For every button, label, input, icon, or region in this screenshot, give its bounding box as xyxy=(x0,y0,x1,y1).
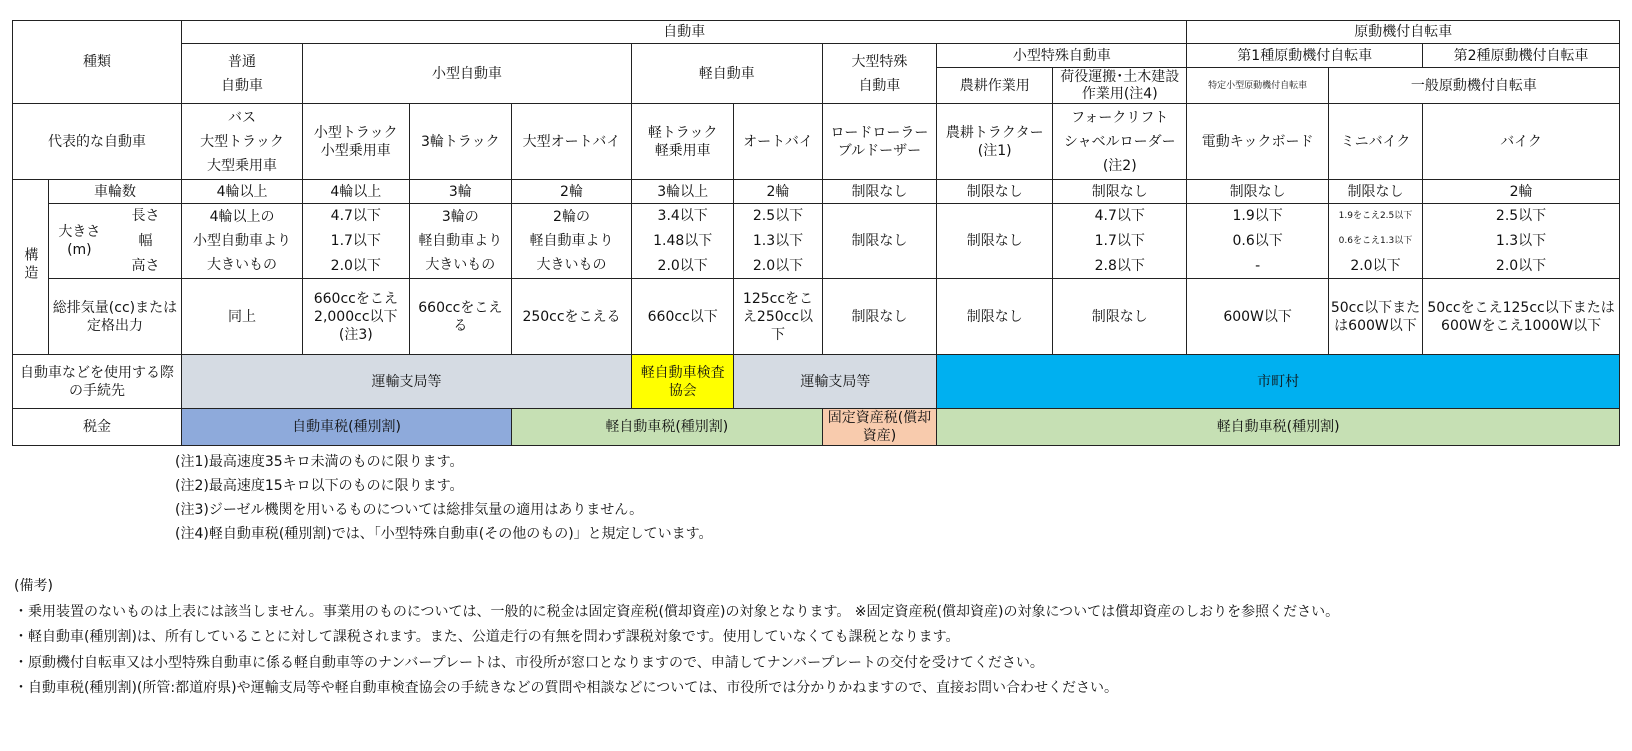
disp-noko: 制限なし xyxy=(937,279,1053,355)
disp-kei: 660cc以下 xyxy=(631,279,733,355)
procedure-shichoson: 市町村 xyxy=(937,355,1620,409)
structure-label: 構造 xyxy=(13,180,49,355)
height-label: 高さ xyxy=(110,254,182,279)
disp-niyaku: 制限なし xyxy=(1053,279,1187,355)
footnotes xyxy=(175,450,713,546)
tokutei-width: 0.6以下 xyxy=(1187,229,1328,254)
disp-kogata: 660ccをこえ2,000cc以下(注3) xyxy=(303,279,410,355)
rep-tokutei: 電動キックボード xyxy=(1187,104,1328,180)
rep-three-wheel: 3輪トラック xyxy=(409,104,511,180)
disp-tokutei: 600W以下 xyxy=(1187,279,1328,355)
width-label: 幅 xyxy=(110,229,182,254)
rep-noko: 農耕トラクター (注1) xyxy=(937,104,1053,180)
kei-height: 2.0以下 xyxy=(631,254,733,279)
tax-keijidoshazei: 軽自動車税(種別割) xyxy=(512,409,823,446)
kogata-header: 小型自動車 xyxy=(303,44,632,104)
jidosha-header: 自動車 xyxy=(182,21,1187,44)
wheels-cell: 4輪以上 xyxy=(303,180,410,204)
gendoki-header: 原動機付自転車 xyxy=(1187,21,1620,44)
rep-mini: ミニバイク xyxy=(1328,104,1422,180)
kogata-tokushu-header: 小型特殊自動車 xyxy=(937,44,1187,68)
disp-keibike: 125ccをこえ250cc以下 xyxy=(734,279,822,355)
wheels-cell: 4輪以上 xyxy=(182,180,303,204)
wheels-cell: 制限なし xyxy=(1187,180,1328,204)
keibike-width: 1.3以下 xyxy=(734,229,822,254)
mini-height: 2.0以下 xyxy=(1328,254,1422,279)
rep-futsu: バス 大型トラック 大型乗用車 xyxy=(182,104,303,180)
disp-ogata: 制限なし xyxy=(822,279,937,355)
footnote: (注4)軽自動車税(種別割)では、「小型特殊自動車(その他のもの)」と規定しています。 xyxy=(175,526,713,542)
footnote: (注2)最高速度15キロ以下のものに限ります。 xyxy=(175,478,464,494)
noko-header: 農耕作業用 xyxy=(937,68,1053,104)
tax-label: 税金 xyxy=(13,409,182,446)
dai1-header: 第1種原動機付自転車 xyxy=(1187,44,1423,68)
remarks xyxy=(14,574,1339,702)
vehicle-classification-table xyxy=(12,20,1620,446)
wheels-cell: 3輪 xyxy=(409,180,511,204)
niyaku-width: 1.7以下 xyxy=(1053,229,1187,254)
remark-item: ・軽自動車(種別割)は、所有していることに対して課税されます。また、公道走行の有無を問わず課税対象です。使用していなくても課税となります。 xyxy=(14,629,960,646)
disp-three: 660ccをこえる xyxy=(409,279,511,355)
kei-length: 3.4以下 xyxy=(631,204,733,229)
wheels-cell: 2輪 xyxy=(734,180,822,204)
procedure-unyu: 運輸支局等 xyxy=(182,355,632,409)
wheels-cell: 制限なし xyxy=(1328,180,1422,204)
tokutei-length: 1.9以下 xyxy=(1187,204,1328,229)
footnote: (注3)ジーゼル機関を用いるものについては総排気量の適用はありません。 xyxy=(175,502,644,518)
niyaku-height: 2.8以下 xyxy=(1053,254,1187,279)
kogata-width: 1.7以下 xyxy=(303,229,410,254)
wheels-cell: 制限なし xyxy=(822,180,937,204)
keibike-height: 2.0以下 xyxy=(734,254,822,279)
mini-width: 0.6をこえ1.3以下 xyxy=(1328,229,1422,254)
niyaku-length: 4.7以下 xyxy=(1053,204,1187,229)
rep-kogata-truck: 小型トラック 小型乗用車 xyxy=(303,104,410,180)
footnote: (注1)最高速度35キロ未満のものに限ります。 xyxy=(175,454,464,470)
procedure-unyu-2: 運輸支局等 xyxy=(734,355,937,409)
remarks-title: (備考) xyxy=(14,578,53,594)
bike-width: 1.3以下 xyxy=(1423,229,1620,254)
rep-ogata: ロードローラー ブルドーザー xyxy=(822,104,937,180)
wheels-cell: 2輪 xyxy=(1423,180,1620,204)
kogata-height: 2.0以下 xyxy=(303,254,410,279)
rep-niyaku: フォークリフト シャベルローダー (注2) xyxy=(1053,104,1187,180)
tokutei-height: - xyxy=(1187,254,1328,279)
remark-item: ・原動機付自転車又は小型特殊自動車に係る軽自動車等のナンバープレートは、市役所が窓口となりますので、申請してナンバープレートの交付を受けてください。 xyxy=(14,654,1044,671)
tokutei-header: 特定小型原動機付自転車 xyxy=(1187,68,1328,104)
procedure-kei-kyokai: 軽自動車検査協会 xyxy=(631,355,733,409)
rep-bike: バイク xyxy=(1423,104,1620,180)
keibike-length: 2.5以下 xyxy=(734,204,822,229)
tax-kotei: 固定資産税(償却資産) xyxy=(822,409,937,446)
disp-two: 250ccをこえる xyxy=(512,279,632,355)
wheels-cell: 制限なし xyxy=(1053,180,1187,204)
disp-mini: 50cc以下または600W以下 xyxy=(1328,279,1422,355)
procedure-label: 自動車などを使用する際の手続先 xyxy=(13,355,182,409)
displacement-label: 総排気量(cc)または定格出力 xyxy=(48,279,181,355)
disp-bike: 50ccをこえ125cc以下または600Wをこえ1000W以下 xyxy=(1423,279,1620,355)
futsu-header: 普通 自動車 xyxy=(182,44,303,104)
disp-futsu: 同上 xyxy=(182,279,303,355)
mini-length: 1.9をこえ2.5以下 xyxy=(1328,204,1422,229)
bike-height: 2.0以下 xyxy=(1423,254,1620,279)
kei-header: 軽自動車 xyxy=(631,44,822,104)
rep-large-bike: 大型オートバイ xyxy=(512,104,632,180)
rep-kei-truck: 軽トラック 軽乗用車 xyxy=(631,104,733,180)
wheels-cell: 制限なし xyxy=(937,180,1053,204)
two-size: 2輪の 軽自動車より 大きいもの xyxy=(512,204,632,279)
futsu-size: 4輪以上の 小型自動車より 大きいもの xyxy=(182,204,303,279)
tax-keijidoshazei-2: 軽自動車税(種別割) xyxy=(937,409,1620,446)
representative-label: 代表的な自動車 xyxy=(13,104,182,180)
wheels-cell: 2輪 xyxy=(512,180,632,204)
niyaku-header: 荷役運搬･土木建設作業用(注4) xyxy=(1053,68,1187,104)
remark-item: ・自動車税(種別割)(所管:都道府県)や運輸支局等や軽自動車検査協会の手続きなどの質問や相談などについては、市役所では分かりかねますので、直接お問い合わせください。 xyxy=(14,680,1118,697)
ippan-header: 一般原動機付自転車 xyxy=(1328,68,1619,104)
remark-item: ・乗用装置のないものは上表には該当しません。事業用のものについては、一般的に税金は固定資産税(償却資産)の対象となります。 ※固定資産税(償却資産)の対象については償却資産のしおりを参照ください。 xyxy=(14,603,1340,620)
wheels-label: 車輪数 xyxy=(48,180,181,204)
rep-kei-bike: オートバイ xyxy=(734,104,822,180)
wheels-cell: 3輪以上 xyxy=(631,180,733,204)
kogata-length: 4.7以下 xyxy=(303,204,410,229)
dai2-header: 第2種原動機付自転車 xyxy=(1423,44,1620,68)
bike-length: 2.5以下 xyxy=(1423,204,1620,229)
size-label: 大きさ (m) xyxy=(48,204,109,279)
three-size: 3輪の 軽自動車より 大きいもの xyxy=(409,204,511,279)
tax-jidoshazei: 自動車税(種別割) xyxy=(182,409,512,446)
noko-size: 制限なし xyxy=(937,204,1053,279)
kei-width: 1.48以下 xyxy=(631,229,733,254)
length-label: 長さ xyxy=(110,204,182,229)
ogata-header: 大型特殊 自動車 xyxy=(822,44,937,104)
kind-header: 種類 xyxy=(13,21,182,104)
ogata-size: 制限なし xyxy=(822,204,937,279)
